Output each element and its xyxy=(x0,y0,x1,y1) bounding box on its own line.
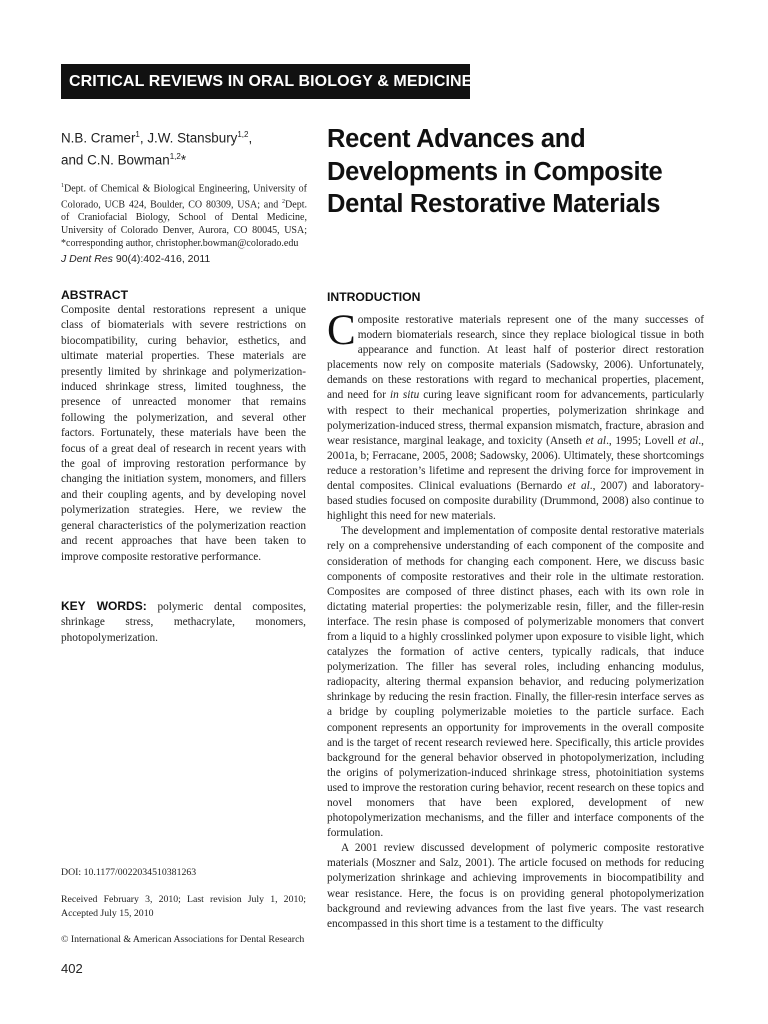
italic-text: et al xyxy=(585,434,607,447)
paragraph-text: curing leave significant room for advancements, particularly with respect to their mechanical properties, polymerization shrinkage and polymerization-induced stress, thermal expansion mismatch, fracture, abrasion and wear resistance, marginal leakage, and toxicity (Anseth xyxy=(327,389,704,447)
author-affiliation-mark: 1 xyxy=(135,130,140,139)
journal-banner: CRITICAL REVIEWS IN ORAL BIOLOGY & MEDICINE xyxy=(61,64,470,99)
paragraph-text: ., 2007) and laboratory-based studies focused on composite durability (Drummond, 2008) also continue to highlight this need for new materials. xyxy=(327,480,705,523)
article-title: Recent Advances and Developments in Composite Dental Restorative Materials xyxy=(327,125,663,218)
keywords xyxy=(61,599,306,646)
author-name: J.W. Stansbury xyxy=(147,130,238,146)
doi: DOI: 10.1177/0022034510381263 xyxy=(61,867,197,878)
author-connector: and xyxy=(61,152,84,168)
italic-text: et al xyxy=(567,480,590,493)
article-dates: Received February 3, 2010; Last revision July 1, 2010; Accepted July 15, 2010 xyxy=(61,894,306,919)
introduction-body xyxy=(327,307,705,932)
paragraph-text: ., 2001a, b; Ferracane, 2005, 2008; Sadowsky, 2006). Ultimately, these shortcomings reduce a restoration’s lifetime and represent the driving force for improvement in dental composites. Clinical evaluations (Bernardo xyxy=(327,434,705,493)
paragraph-text: omposite restorative materials represent one of the many successes of modern biomaterials research, since they replace biological tissue in both appearance and function. At least half of posterior direct restoration placements now rely on composite materials (Sadowsky, 2006). Unfortunately, demands on these restorations with regard to mechanical properties, placement, and need for xyxy=(327,314,704,402)
affiliation-text: Dept. of Chemical & Biological Engineering, University of Colorado, UCB 424, Boulder, CO 80309, USA; and xyxy=(61,183,307,211)
italic-text: et al xyxy=(677,434,699,447)
author-affiliation-mark: 1,2 xyxy=(237,130,249,139)
journal-volume: 90(4):402-416, 2011 xyxy=(115,253,211,265)
abstract-text: Composite dental restorations represent a unique class of biomaterials with severe restrictions on biocompatibility, curing behavior, esthetics, and ultimate material properties. These materials are presently limited by shrinkage and polymerization-induced shrinkage stress, limited toughness, the presence of unreacted monomer that remains following the polymerization, and several other factors. Fortunately, these materials have been the focus of a great deal of research in recent years with the goal of improving restoration performance by changing the initiation system, monomers, and fillers and their coupling agents, and by developing novel polymerization strategies. Here, we review the general characteristics of the polymerization reaction and recent approaches that have been taken to improve composite restorative performance. xyxy=(61,304,306,563)
introduction-heading: INTRODUCTION xyxy=(327,290,421,304)
affiliations xyxy=(61,180,307,251)
italic-text: in situ xyxy=(390,389,420,402)
affiliation-mark: 1 xyxy=(61,183,64,189)
author-name: C.N. Bowman xyxy=(87,152,170,168)
author-list: N.B. Cramer$^1$, J.W. Stansbury$^{1,2}$, and C.N. Bowman$^{1,2}$* xyxy=(61,130,253,168)
keywords-text: polymeric dental composites, shrinkage stress, methacrylate, monomers, photopolymerization. xyxy=(61,601,306,644)
keywords-label: KEY WORDS: xyxy=(61,599,147,613)
journal-citation xyxy=(61,253,311,265)
paragraph xyxy=(327,307,705,524)
author-name: N.B. Cramer xyxy=(61,130,136,146)
abstract-heading: ABSTRACT xyxy=(61,288,129,302)
copyright: © International & American Associations for Dental Research xyxy=(61,934,305,945)
corresponding-mark: * xyxy=(180,152,187,168)
affiliation-mark: 2 xyxy=(282,199,286,206)
paragraph: A 2001 review discussed development of polymeric composite restorative materials (Moszner and Salz, 2001). The article focused on methods for reducing polymerization shrinkage and achieving improvements in biocompatibility and wear resistance. Here, the focus is on providing general photopolymerization background and reviewing advances from the last five years. The vast research encompassed in this short time is a testament to the difficulty xyxy=(327,842,704,930)
author-affiliation-mark: 1,2 xyxy=(169,152,181,162)
paragraph: The development and implementation of composite dental restorative materials rely on a comprehensive understanding of each component of the composite and consideration of methods for changing each component. Here, we discuss basic components of composite restoratives and their role in the ultimate restoration. Composites are composed of three distinct phases, each with its own role in dictating material properties: the polymerizable resin, filler, and the filler-resin interface. The resin phase is composed of polymerizable monomers that convert from a liquid to a highly crosslinked polymer upon exposure to visible light, which catalyzes the formation of active centers, typically radicals, that induce polymerization. The filler has several roles, including enhancing modulus, radiopacity, altering thermal expansion behavior, and reducing polymerization shrinkage by reducing the resin fraction. Finally, the filler-resin interface serves as a bridge by coupling polymerizable moieties to the particle surface. Each component represents an opportunity for improvements in the overall composite and is the target of recent research reviewed here. Specifically, this article provides background for the general behavior observed in photopolymerization, including the origins of polymerization-induced shrinkage stress, photoinitiation systems used to improve the restoration curing behavior, recent research on these topics and novel monomers that have been explored, development of new photopolymerization mechanisms, and the filler and interface components of the formulation. xyxy=(327,525,704,840)
paragraph-text: ., 1995; Lovell xyxy=(606,434,675,447)
journal-name: J Dent Res xyxy=(61,253,113,265)
page-number: 402 xyxy=(61,961,83,976)
affiliation-text: Dept. of Craniofacial Biology, School of Dental Medicine, University of Colorado Denver, Aurora, CO 80045, USA; *corresponding author, christopher.bowman@colorado.edu xyxy=(61,199,307,249)
drop-cap: C xyxy=(327,307,356,354)
